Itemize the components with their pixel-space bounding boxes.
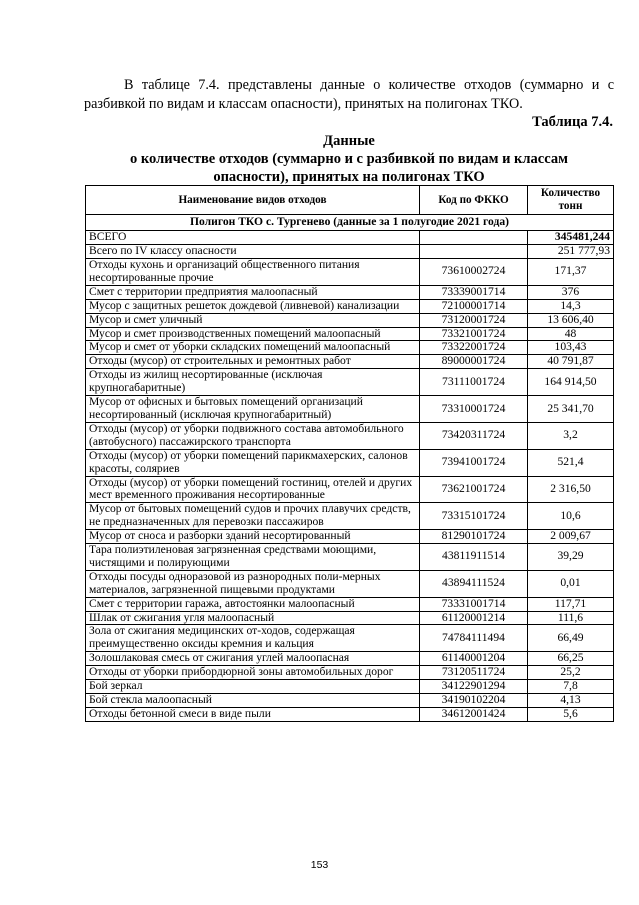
section-title: Полигон ТКО с. Тургенево (данные за 1 полугодие 2021 года) [86, 215, 614, 231]
cell-waste-name: Мусор от офисных и бытовых помещений организаций несортированный (исключая крупногабаритный) [86, 396, 420, 423]
table-row [86, 327, 614, 341]
cell-fkko-code: 73120511724 [420, 666, 528, 680]
cell-waste-name: Мусор от сноса и разборки зданий несортированный [86, 530, 420, 544]
caption-line-3: опасности), принятых на полигонах ТКО [213, 169, 485, 185]
intro-paragraph: В таблице 7.4. представлены данные о количестве отходов (суммарно и с разбивкой по видам и классам опасности), принятых на полигонах ТКО. [84, 77, 614, 112]
waste-data-table [85, 185, 614, 722]
table-row [86, 666, 614, 680]
cell-waste-name: Зола от сжигания медицинских от-ходов, содержащая преимущественно оксиды кремния и кальция [86, 625, 420, 652]
table-row [86, 503, 614, 530]
table-row [86, 707, 614, 721]
cell-waste-name: Отходы (мусор) от уборки помещений парикмахерских, салонов красоты, соляриев [86, 449, 420, 476]
header-quantity: Количество тонн [528, 186, 614, 215]
total-row [86, 231, 614, 245]
caption-line-2: о количестве отходов (суммарно и с разбивкой по видам и классам [130, 151, 568, 167]
table-row [86, 285, 614, 299]
cell-quantity: 0,01 [528, 570, 614, 597]
caption-line-1: Данные [323, 133, 375, 149]
cell-quantity: 25 341,70 [528, 396, 614, 423]
cell-fkko-code: 73315101724 [420, 503, 528, 530]
cell-waste-name: Бой зеркал [86, 680, 420, 694]
cell-waste-name: Отходы из жилищ несортированные (исключая крупногабаритные) [86, 369, 420, 396]
cell-waste-name: Смет с территории предприятия малоопасный [86, 285, 420, 299]
cell-fkko-code: 61140001204 [420, 652, 528, 666]
cell-quantity: 2 009,67 [528, 530, 614, 544]
total-name: ВСЕГО [86, 231, 420, 245]
class4-row [86, 245, 614, 259]
cell-fkko-code: 72100001714 [420, 299, 528, 313]
cell-fkko-code: 34612001424 [420, 707, 528, 721]
cell-fkko-code: 61120001214 [420, 611, 528, 625]
cell-quantity: 376 [528, 285, 614, 299]
cell-waste-name: Отходы бетонной смеси в виде пыли [86, 707, 420, 721]
cell-waste-name: Отходы кухонь и организаций общественного питания несортированные прочие [86, 259, 420, 286]
cell-fkko-code: 34190102204 [420, 694, 528, 708]
class4-qty: 251 777,93 [528, 245, 614, 259]
table-row [86, 422, 614, 449]
cell-quantity: 66,49 [528, 625, 614, 652]
cell-fkko-code: 73621001724 [420, 476, 528, 503]
cell-waste-name: Золошлаковая смесь от сжигания углей малоопасная [86, 652, 420, 666]
cell-quantity: 25,2 [528, 666, 614, 680]
cell-quantity: 5,6 [528, 707, 614, 721]
table-row [86, 652, 614, 666]
table-row [86, 369, 614, 396]
cell-quantity: 111,6 [528, 611, 614, 625]
cell-fkko-code: 73339001714 [420, 285, 528, 299]
class4-code [420, 245, 528, 259]
cell-quantity: 10,6 [528, 503, 614, 530]
cell-waste-name: Шлак от сжигания угля малоопасный [86, 611, 420, 625]
cell-waste-name: Мусор от бытовых помещений судов и прочих плавучих средств, не предназначенных для перевозки пассажиров [86, 503, 420, 530]
cell-fkko-code: 81290101724 [420, 530, 528, 544]
table-section-row [86, 215, 614, 231]
cell-quantity: 7,8 [528, 680, 614, 694]
table-row [86, 299, 614, 313]
cell-quantity: 48 [528, 327, 614, 341]
table-row [86, 611, 614, 625]
cell-waste-name: Отходы от уборки прибордюрной зоны автомобильных дорог [86, 666, 420, 680]
cell-fkko-code: 43894111524 [420, 570, 528, 597]
cell-fkko-code: 73120001724 [420, 313, 528, 327]
cell-fkko-code: 73331001714 [420, 597, 528, 611]
total-qty: 345481,244 [528, 231, 614, 245]
cell-waste-name: Бой стекла малоопасный [86, 694, 420, 708]
table-row [86, 355, 614, 369]
table-row [86, 341, 614, 355]
cell-quantity: 164 914,50 [528, 369, 614, 396]
cell-fkko-code: 73322001724 [420, 341, 528, 355]
table-row [86, 625, 614, 652]
cell-waste-name: Отходы посуды одноразовой из разнородных поли-мерных материалов, загрязненной пищевыми продуктами [86, 570, 420, 597]
header-waste-name: Наименование видов отходов [86, 186, 420, 215]
cell-waste-name: Смет с территории гаража, автостоянки малоопасный [86, 597, 420, 611]
table-number-label: Таблица 7.4. [532, 114, 613, 130]
cell-fkko-code: 73310001724 [420, 396, 528, 423]
cell-waste-name: Мусор и смет производственных помещений малоопасный [86, 327, 420, 341]
cell-quantity: 40 791,87 [528, 355, 614, 369]
cell-quantity: 2 316,50 [528, 476, 614, 503]
cell-waste-name: Мусор и смет от уборки складских помещений малоопасный [86, 341, 420, 355]
cell-quantity: 13 606,40 [528, 313, 614, 327]
cell-fkko-code: 73321001724 [420, 327, 528, 341]
table-row [86, 476, 614, 503]
cell-fkko-code: 34122901294 [420, 680, 528, 694]
cell-waste-name: Отходы (мусор) от уборки подвижного состава автомобильного (автобусного) пассажирского транспорта [86, 422, 420, 449]
cell-quantity: 103,43 [528, 341, 614, 355]
table-header-row [86, 186, 614, 215]
cell-waste-name: Мусор с защитных решеток дождевой (ливневой) канализации [86, 299, 420, 313]
table-row [86, 449, 614, 476]
cell-quantity: 521,4 [528, 449, 614, 476]
cell-fkko-code: 73420311724 [420, 422, 528, 449]
cell-quantity: 3,2 [528, 422, 614, 449]
header-fkko-code: Код по ФККО [420, 186, 528, 215]
table-row [86, 570, 614, 597]
cell-quantity: 117,71 [528, 597, 614, 611]
page-number: 153 [310, 859, 329, 871]
cell-fkko-code: 74784111494 [420, 625, 528, 652]
cell-waste-name: Отходы (мусор) от уборки помещений гостиниц, отелей и других мест временного проживания несортированные [86, 476, 420, 503]
table-row [86, 259, 614, 286]
table-row [86, 544, 614, 571]
cell-quantity: 14,3 [528, 299, 614, 313]
cell-quantity: 66,25 [528, 652, 614, 666]
cell-fkko-code: 73610002724 [420, 259, 528, 286]
class4-name: Всего по IV классу опасности [86, 245, 420, 259]
table-row [86, 597, 614, 611]
table-row [86, 694, 614, 708]
table-row [86, 396, 614, 423]
cell-fkko-code: 73941001724 [420, 449, 528, 476]
cell-waste-name: Мусор и смет уличный [86, 313, 420, 327]
table-row [86, 680, 614, 694]
cell-quantity: 171,37 [528, 259, 614, 286]
cell-fkko-code: 89000001724 [420, 355, 528, 369]
cell-waste-name: Тара полиэтиленовая загрязненная средствами моющими, чистящими и полирующими [86, 544, 420, 571]
cell-waste-name: Отходы (мусор) от строительных и ремонтных работ [86, 355, 420, 369]
table-row [86, 313, 614, 327]
table-caption [84, 132, 614, 186]
total-code [420, 231, 528, 245]
table-row [86, 530, 614, 544]
cell-fkko-code: 73111001724 [420, 369, 528, 396]
cell-quantity: 39,29 [528, 544, 614, 571]
cell-quantity: 4,13 [528, 694, 614, 708]
cell-fkko-code: 43811911514 [420, 544, 528, 571]
